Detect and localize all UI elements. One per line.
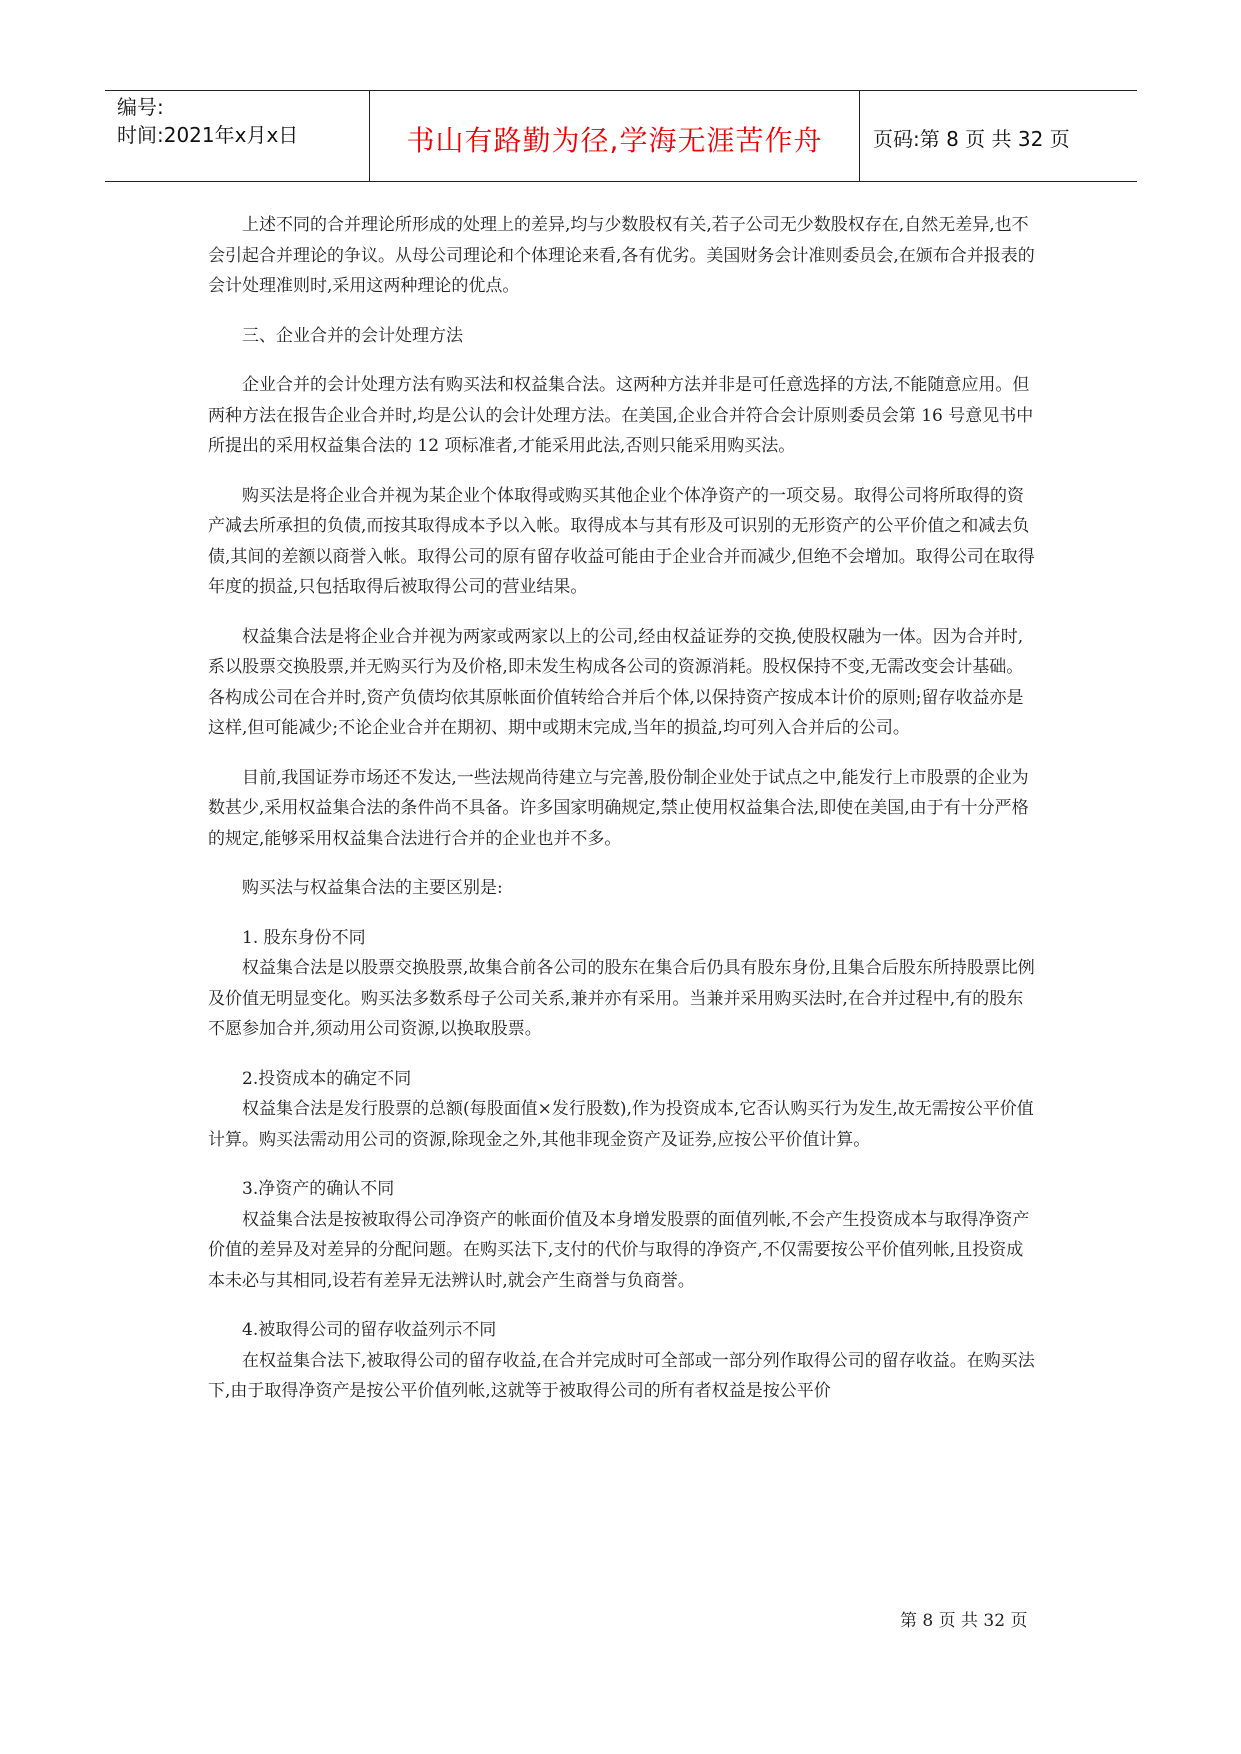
subsection-title: 3.净资产的确认不同 bbox=[242, 1179, 395, 1199]
paragraph: 购买法是将企业合并视为某企业个体取得或购买其他企业个体净资产的一项交易。取得公司将所取得的资产减去所承担的负债,而按其取得成本予以入帐。取得成本与其有形及可识别的无形资产的公平价值之和减去负债,其间的差额以商誉入帐。取得公司的原有留存收益可能由于企业合并而减少,但绝不会增加。取得公司在取得年度的损益,只包括取得后被取得公司的营业结果。 bbox=[208, 485, 1035, 597]
paragraph: 购买法与权益集合法的主要区别是: bbox=[242, 878, 503, 898]
subsection-title: 4.被取得公司的留存收益列示不同 bbox=[242, 1320, 497, 1340]
document-body bbox=[208, 210, 1040, 1426]
page-footer: 第 8 页 共 32 页 bbox=[900, 1611, 1028, 1631]
header-page-number: 页码:第 8 页 共 32 页 bbox=[873, 127, 1070, 151]
page-header bbox=[105, 90, 1137, 182]
paragraph: 权益集合法是以股票交换股票,故集合前各公司的股东在集合后仍具有股东身份,且集合后股东所持股票比例及价值无明显变化。购买法多数系母子公司关系,兼并亦有采用。当兼并采用购买法时,在合并过程中,有的股东不愿参加合并,须动用公司资源,以换取股票。 bbox=[208, 958, 1035, 1039]
subsection-title: 2.投资成本的确定不同 bbox=[242, 1068, 412, 1089]
header-motto: 书山有路勤为径,学海无涯苦作舟 bbox=[406, 124, 823, 157]
paragraph: 企业合并的会计处理方法有购买法和权益集合法。这两种方法并非是可任意选择的方法,不能随意应用。但两种方法在报告企业合并时,均是公认的会计处理方法。在美国,企业合并符合会计原则委员会第 16 号意见书中所提出的采用权益集合法的 12 项标准者,才能采用此法,否则只能采用购买法。 bbox=[208, 375, 1034, 456]
paragraph: 上述不同的合并理论所形成的处理上的差异,均与少数股权有关,若子公司无少数股权存在,自然无差异,也不会引起合并理论的争议。从母公司理论和个体理论来看,各有优劣。美国财务会计准则委员会,在颁布合并报表的会计处理准则时,采用这两种理论的优点。 bbox=[208, 215, 1035, 296]
paragraph: 权益集合法是将企业合并视为两家或两家以上的公司,经由权益证券的交换,使股权融为一体。因为合并时,系以股票交换股票,并无购买行为及价格,即未发生构成各公司的资源消耗。股权保持不变,无需改变会计基础。各构成公司在合并时,资产负债均依其原帐面价值转给合并后个体,以保持资产按成本计价的原则;留存收益亦是这样,但可能减少;不论企业合并在期初、期中或期末完成,当年的损益,均可列入合并后的公司。 bbox=[208, 626, 1024, 738]
section-heading: 三、企业合并的会计处理方法 bbox=[242, 325, 463, 346]
document-time-label: 时间:2021年x月x日 bbox=[117, 123, 299, 147]
paragraph: 在权益集合法下,被取得公司的留存收益,在合并完成时可全部或一部分列作取得公司的留存收益。在购买法下,由于取得净资产是按公平价值列帐,这就等于被取得公司的所有者权益是按公平价 bbox=[208, 1350, 1035, 1401]
paragraph: 权益集合法是发行股票的总额(每股面值×发行股数),作为投资成本,它否认购买行为发生,故无需按公平价值计算。购买法需动用公司的资源,除现金之外,其他非现金资产及证券,应按公平价值计算。 bbox=[208, 1099, 1034, 1150]
paragraph: 目前,我国证券市场还不发达,一些法规尚待建立与完善,股份制企业处于试点之中,能发行上市股票的企业为数甚少,采用权益集合法的条件尚不具备。许多国家明确规定,禁止使用权益集合法,即使在美国,由于有十分严格的规定,能够采用权益集合法进行合并的企业也并不多。 bbox=[208, 767, 1029, 849]
paragraph: 权益集合法是按被取得公司净资产的帐面价值及本身增发股票的面值列帐,不会产生投资成本与取得净资产价值的差异及对差异的分配问题。在购买法下,支付的代价与取得的净资产,不仅需要按公平价值列帐,且投资成本未必与其相同,设若有差异无法辨认时,就会产生商誉与负商誉。 bbox=[208, 1209, 1030, 1291]
subsection-title: 1. 股东身份不同 bbox=[242, 927, 366, 948]
document-number-label: 编号: bbox=[117, 95, 164, 119]
header-divider bbox=[859, 91, 860, 181]
header-meta bbox=[117, 93, 367, 149]
